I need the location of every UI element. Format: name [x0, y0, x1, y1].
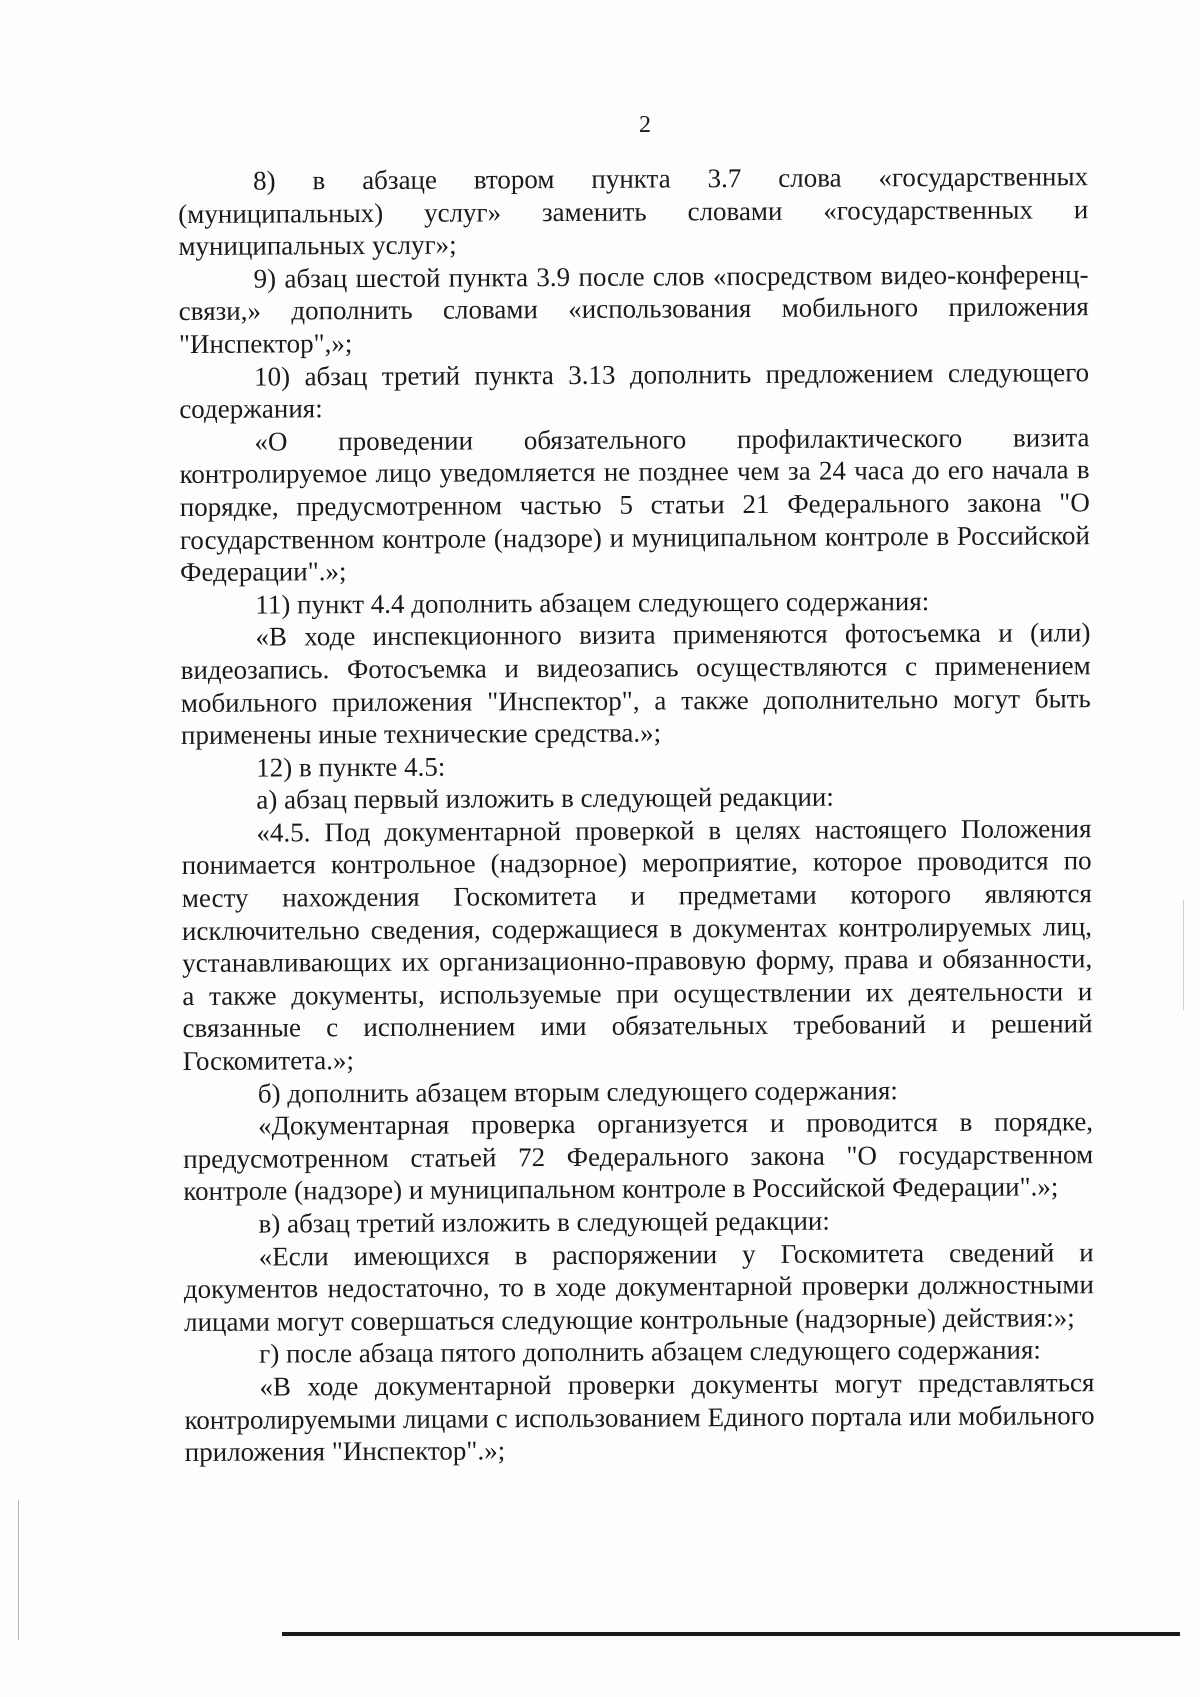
paragraph-item-11: 11) пункт 4.4 дополнить абзацем следующего содержания: — [255, 585, 930, 620]
paragraph-quote-documentary-check: «Документарная проверка организуется и проводится в порядке, предусмотренном статьей 72 Федерального закона "О государственном контроле (надзоре) и муниципальном контроле в Российской Федерации".»; — [183, 1106, 1094, 1207]
bottom-rule-divider — [282, 1632, 1180, 1636]
scan-edge-mark — [18, 1500, 19, 1640]
paragraph-quote-3-13: «О проведении обязательного профилактического визита контролируемое лицо уведомляется не позднее чем за 24 часа до его начала в порядке, предусмотренном частью 5 статьи 21 Федерального закона "О государственном контроле (надзоре) и муниципальном контроле в Российской Федерации".»; — [179, 421, 1091, 588]
paragraph-subitem-g: г) после абзаца пятого дополнить абзацем следующего содержания: — [259, 1334, 1041, 1369]
paragraph-quote-documents-submission: «В ходе документарной проверки документы могут представляться контролируемыми лицами с использованием Единого портала или мобильного приложения "Инспектор".»; — [184, 1367, 1095, 1468]
paragraph-item-8: 8) в абзаце втором пункта 3.7 слова «государственных (муниципальных) услуг» заменить словами «государственных и муниципальных услуг»; — [178, 161, 1089, 262]
paragraph-item-10: 10) абзац третий пункта 3.13 дополнить предложением следующего содержания: — [179, 356, 1090, 425]
paragraph-quote-insufficient-data: «Если имеющихся в распоряжении у Госкомитета сведений и документов недостаточно, то в ходе документарной проверки должностными лицами могут совершаться следующие контрольные (надзорные) действия:»; — [183, 1236, 1094, 1337]
scan-edge-mark-right — [1183, 900, 1184, 1010]
paragraph-subitem-b: б) дополнить абзацем вторым следующего содержания: — [257, 1074, 898, 1109]
paragraph-quote-4-5: «4.5. Под документарной проверкой в целях настоящего Положения понимается контрольное (надзорное) мероприятие, которое проводится по месту нахождения Госкомитета и предметами которого являются исключительно сведения, содержащиеся в документах контролируемых лиц, устанавливающих их организационно-правовую форму, права и обязанности, а также документы, используемые при осуществлении их деятельности и связанные с исполнением ими обязательных требований и решений Госкомитета.»; — [181, 813, 1093, 1077]
document-body — [178, 160, 1095, 1468]
paragraph-subitem-v: в) абзац третий изложить в следующей редакции: — [258, 1205, 830, 1239]
page-number: 2 — [639, 112, 651, 138]
paragraph-subitem-a: а) абзац первый изложить в следующей редакции: — [256, 781, 834, 815]
paragraph-item-12: 12) в пункте 4.5: — [256, 751, 446, 783]
paragraph-quote-4-4: «В ходе инспекционного визита применяются фотосъемка и (или) видеозапись. Фотосъемка и видеозапись осуществляются с применением мобильного приложения "Инспектор", а также дополнительно могут быть применены иные технические средства.»; — [180, 617, 1091, 751]
paragraph-item-9: 9) абзац шестой пункта 3.9 после слов «посредством видео-конференц-связи,» дополнить словами «использования мобильного приложения "Инспектор",»; — [178, 259, 1089, 359]
